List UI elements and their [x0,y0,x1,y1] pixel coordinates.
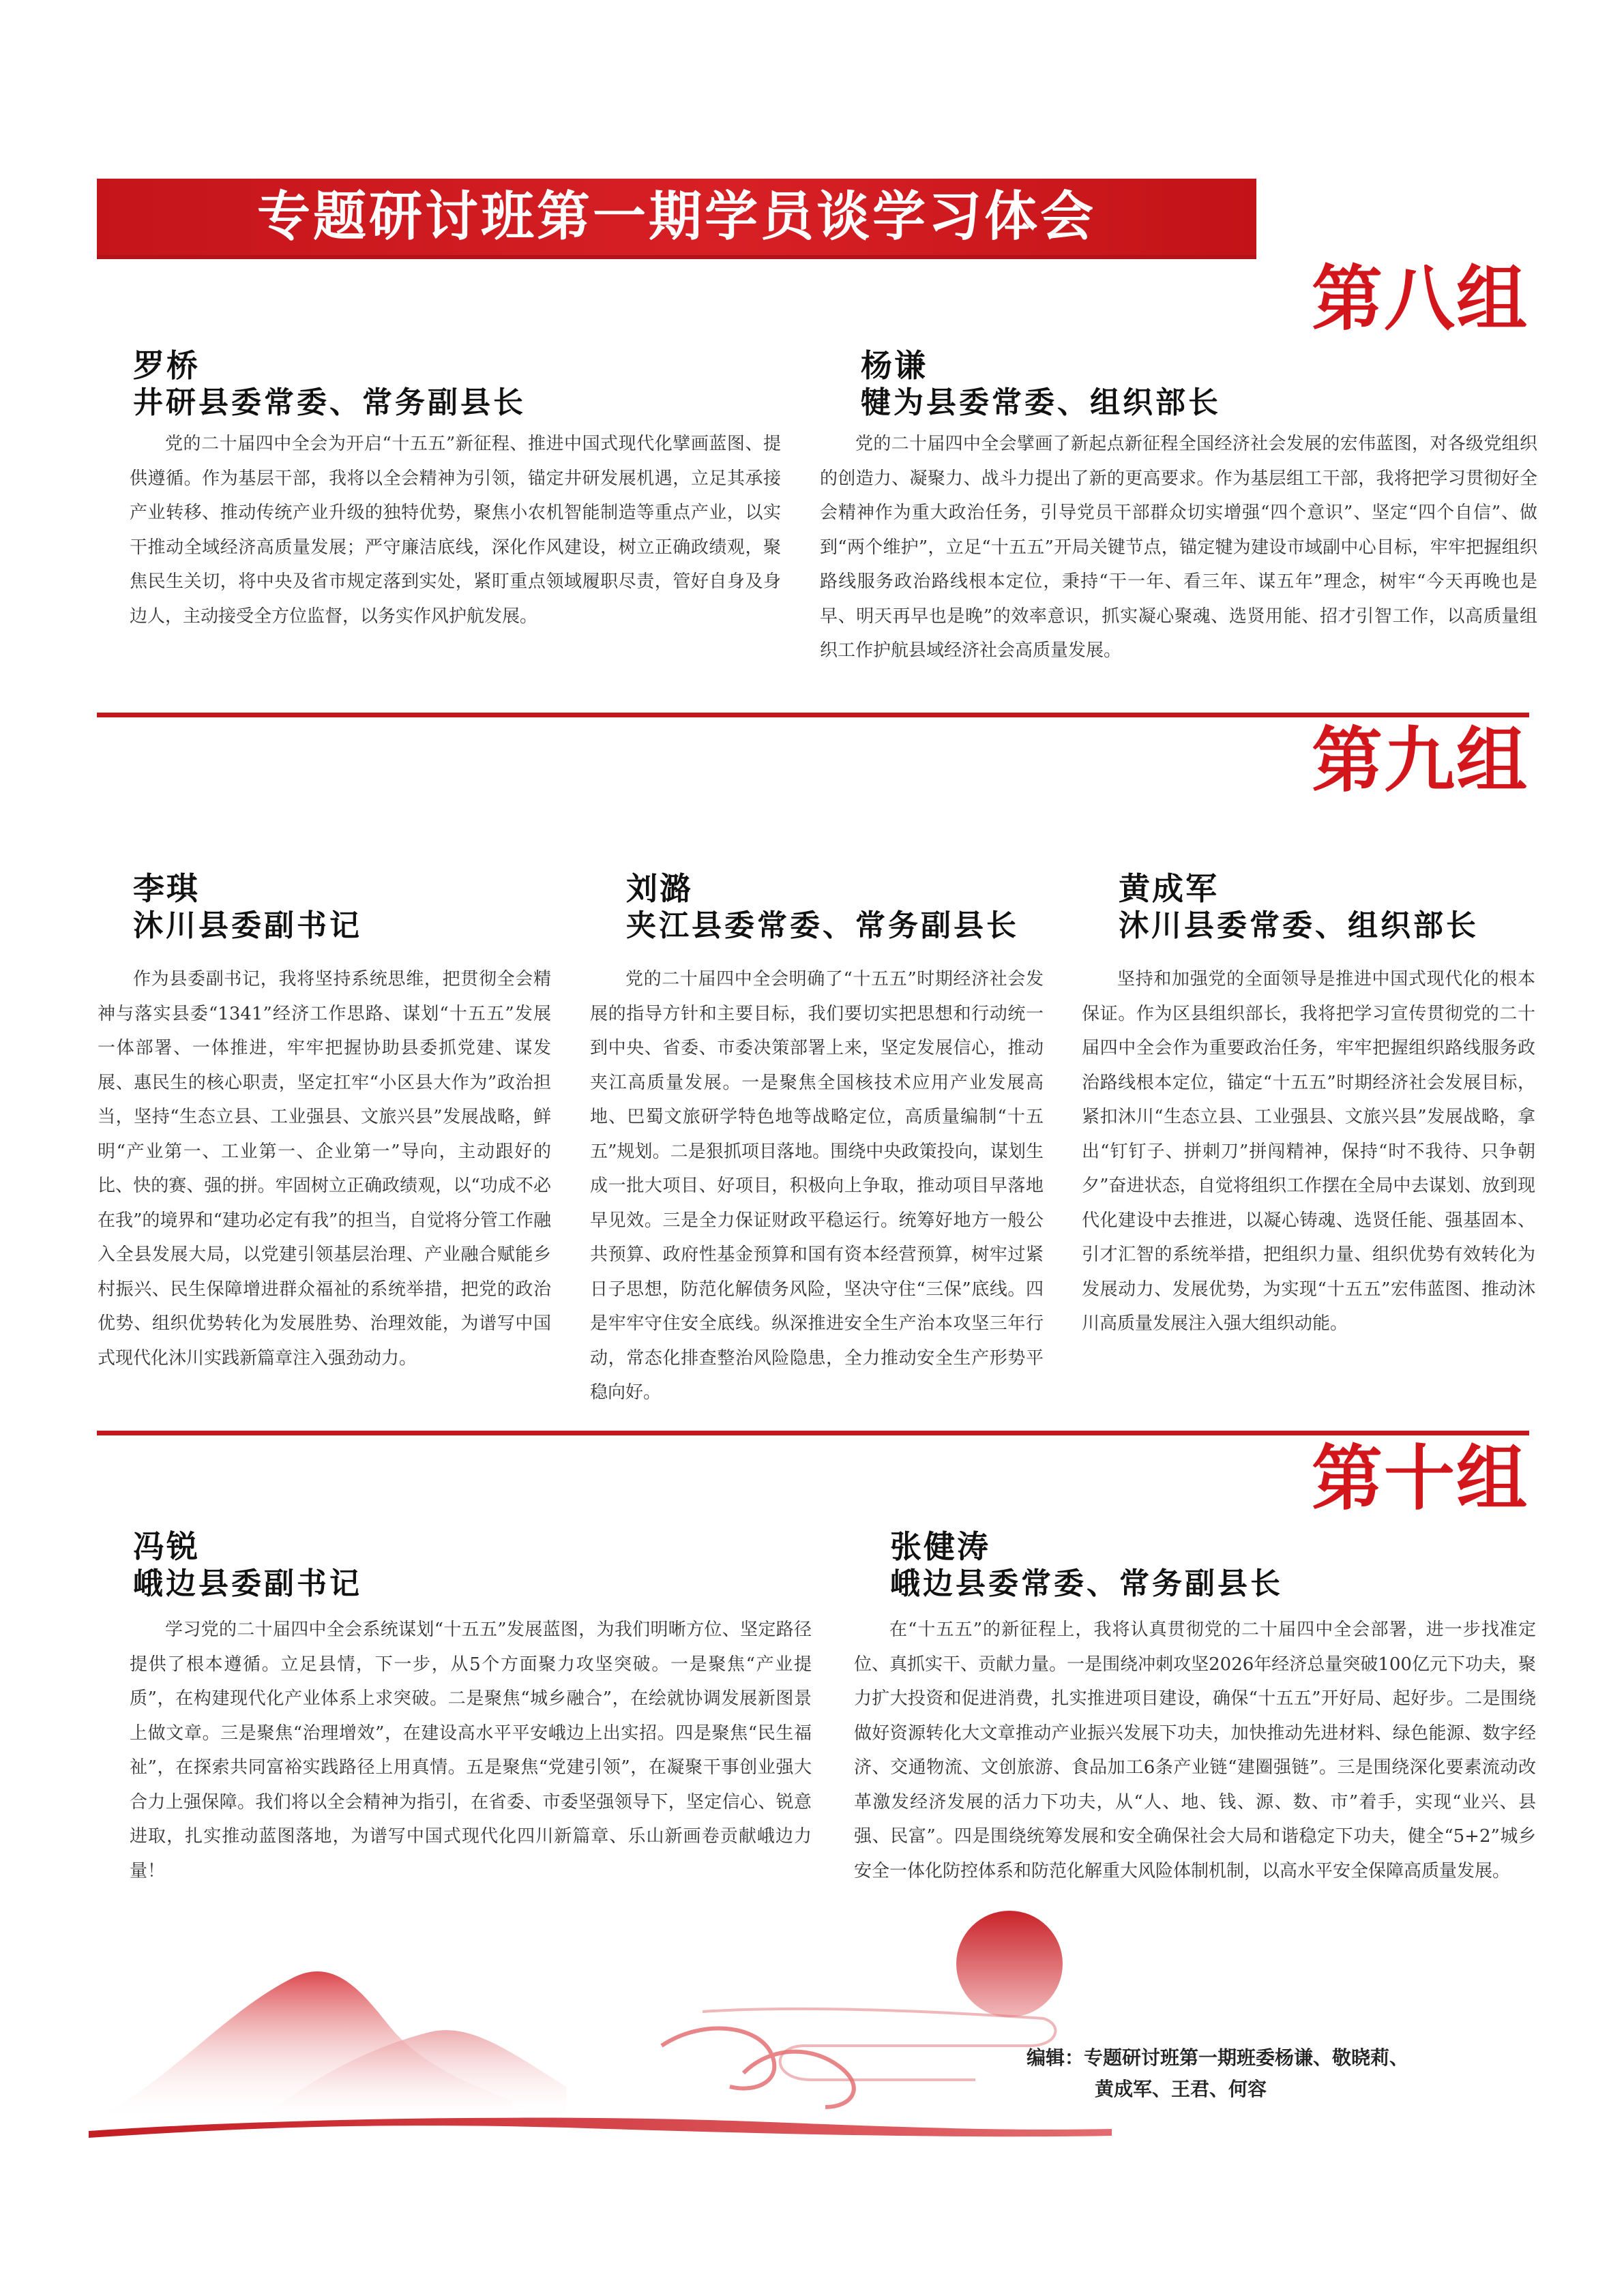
banner-underline [97,255,1256,259]
author-role: 沐川县委副书记 [133,908,362,943]
section-divider [97,1431,1529,1435]
author-block [890,1527,1283,1602]
decorative-mountains-illustration [89,1909,1112,2141]
banner-title: 专题研讨班第一期学员谈学习体会 [256,186,1096,248]
group-title-8: 第八组 [1311,257,1529,340]
article-text: 学习党的二十届四中全会系统谋划“十五五”发展蓝图，为我们明晰方位、坚定路径提供了根本遵循。立足县情，下一步，从5个方面聚力攻坚突破。一是聚焦“产业提质”，在构建现代化产业体系上求突破。二是聚焦“城乡融合”，在绘就协调发展新图景上做文章。三是聚焦“治理增效”，在建设高水平平安峨边上出实招。四是聚焦“民生福祉”，在探索共同富裕实践路径上用真情。五是聚焦“党建引领”，在凝聚干事创业强大合力上强保障。我们将以全会精神为指引，在省委、市委坚强领导下，坚定信心、锐意进取，扎实推动蓝图落地，为谱写中国式现代化四川新篇章、乐山新画卷贡献峨边力量！ [130,1620,812,1881]
author-block [626,869,1019,944]
author-name: 罗桥 [133,347,200,384]
editor-credit [1027,2042,1518,2105]
article-text: 作为县委副书记，我将坚持系统思维，把贯彻全会精神与落实县委“1341”经济工作思路、谋划“十五五”发展一体部署、一体推进，牢牢把握协助县委抓党建、谋发展、惠民生的核心职责，坚定扛牢“小区县大作为”政治担当，坚持“生态立县、工业强县、文旅兴县”发展战略，鲜明“产业第一、工业第一、企业第一”导向，主动跟好的比、快的赛、强的拼。牢固树立正确政绩观，以“功成不必在我”的境界和“建功必定有我”的担当，自觉将分管工作融入全县发展大局，以党建引领基层治理、产业融合赋能乡村振兴、民生保障增进群众福祉的系统举措，把党的政治优势、组织优势转化为发展胜势、治理效能，为谱写中国式现代化沐川实践新篇章注入强劲动力。 [98,969,551,1369]
author-block [133,1527,362,1602]
article-text: 党的二十届四中全会为开启“十五五”新征程、推进中国式现代化擘画蓝图、提供遵循。作为基层干部，我将以全会精神为引领，锚定井研发展机遇，立足其承接产业转移、推动传统产业升级的独特优势，聚焦小农机智能制造等重点产业，以实干推动全域经济高质量发展；严守廉洁底线，深化作风建设，树立正确政绩观，聚焦民生关切，将中央及省市规定落到实处，紧盯重点领域履职尽责，管好自身及身边人，主动接受全方位监督，以务实作风护航发展。 [130,434,781,627]
group-title-10: 第十组 [1311,1437,1529,1520]
group-title-9: 第九组 [1311,719,1529,802]
author-name: 张健涛 [890,1528,990,1565]
article-text: 坚持和加强党的全面领导是推进中国式现代化的根本保证。作为区县组织部长，我将把学习宣传贯彻党的二十届四中全会作为重要政治任务，牢牢把握组织路线服务政治路线根本定位，锚定“十五五”时期经济社会发展目标，紧扣沐川“生态立县、工业强县、文旅兴县”发展战略，拿出“钉钉子、拼刺刀”拼闯精神，保持“时不我待、只争朝夕”奋进状态，自觉将组织工作摆在全局中去谋划、放到现代化建设中去推进，以凝心铸魂、选贤任能、强基固本、引才汇智的系统举措，把组织力量、组织优势有效转化为发展动力、发展优势，为实现“十五五”宏伟蓝图、推动沐川高质量发展注入强大组织动能。 [1082,969,1535,1334]
author-role: 犍为县委常委、组织部长 [861,385,1221,420]
article-text: 党的二十届四中全会擘画了新起点新征程全国经济社会发展的宏伟蓝图，对各级党组织的创造力、凝聚力、战斗力提出了新的更高要求。作为基层组工干部，我将把学习贯彻好全会精神作为重大政治任务，引导党员干部群众切实增强“四个意识”、坚定“四个自信”、做到“两个维护”，立足“十五五”开局关键节点，锚定犍为建设市域副中心目标，牢牢把握组织路线服务政治路线根本定位，秉持“干一年、看三年、谋五年”理念，树牢“今天再晚也是早、明天再早也是晚”的效率意识，抓实凝心聚魂、选贤用能、招才引智工作，以高质量组织工作护航县域经济社会高质量发展。 [820,434,1537,661]
article-text: 在“十五五”的新征程上，我将认真贯彻党的二十届四中全会部署，进一步找准定位、真抓实干、贡献力量。一是围绕冲刺攻坚2026年经济总量突破100亿元下功夫，聚力扩大投资和促进消费，扎实推进项目建设，确保“十五五”开好局、起好步。二是围绕做好资源转化大文章推动产业振兴发展下功夫，加快推动先进材料、绿色能源、数字经济、交通物流、文创旅游、食品加工6条产业链“建圈强链”。三是围绕深化要素流动改革激发经济发展的活力下功夫，从“人、地、钱、源、数、市”着手，实现“业兴、县强、民富”。四是围绕统筹发展和安全确保社会大局和谐稳定下功夫，健全“5+2”城乡安全一体化防控体系和防范化解重大风险体制机制，以高水平安全保障高质量发展。 [854,1620,1536,1881]
author-name: 冯锐 [133,1528,200,1565]
author-role: 峨边县委常委、常务副县长 [890,1566,1283,1601]
editor-line-1 [1027,2042,1518,2074]
author-name: 刘潞 [626,870,693,907]
editor-names-2: 黄成军、王君、何容 [1095,2078,1267,2100]
author-role: 井研县委常委、常务副县长 [133,385,526,420]
editor-names-1: 专题研讨班第一期班委杨谦、敬晓莉、 [1084,2046,1409,2069]
sun-icon [956,1911,1063,2017]
header-banner [97,179,1256,255]
author-name: 黄成军 [1119,870,1219,907]
author-name: 李琪 [133,870,200,907]
author-block [1119,869,1479,944]
author-block [861,346,1221,421]
author-block [133,869,362,944]
section-divider [97,713,1529,717]
author-block [133,346,526,421]
editor-label: 编辑： [1027,2046,1084,2069]
author-name: 杨谦 [861,347,928,384]
author-role: 沐川县委常委、组织部长 [1119,908,1479,943]
article-text: 党的二十届四中全会明确了“十五五”时期经济社会发展的指导方针和主要目标，我们要切实把思想和行动统一到中央、省委、市委决策部署上来，坚定发展信心，推动夹江高质量发展。一是聚焦全国核技术应用产业发展高地、巴蜀文旅研学特色地等战略定位，高质量编制“十五五”规划。二是狠抓项目落地。围绕中央政策投向，谋划生成一批大项目、好项目，积极向上争取，推动项目早落地早见效。三是全力保证财政平稳运行。统筹好地方一般公共预算、政府性基金预算和国有资本经营预算，树牢过紧日子思想，防范化解债务风险，坚决守住“三保”底线。四是牢牢守住安全底线。纵深推进安全生产治本攻坚三年行动，常态化排查整治风险隐患，全力推动安全生产形势平稳向好。 [590,969,1044,1403]
author-role: 峨边县委副书记 [133,1566,362,1601]
author-role: 夹江县委常委、常务副县长 [626,908,1019,943]
